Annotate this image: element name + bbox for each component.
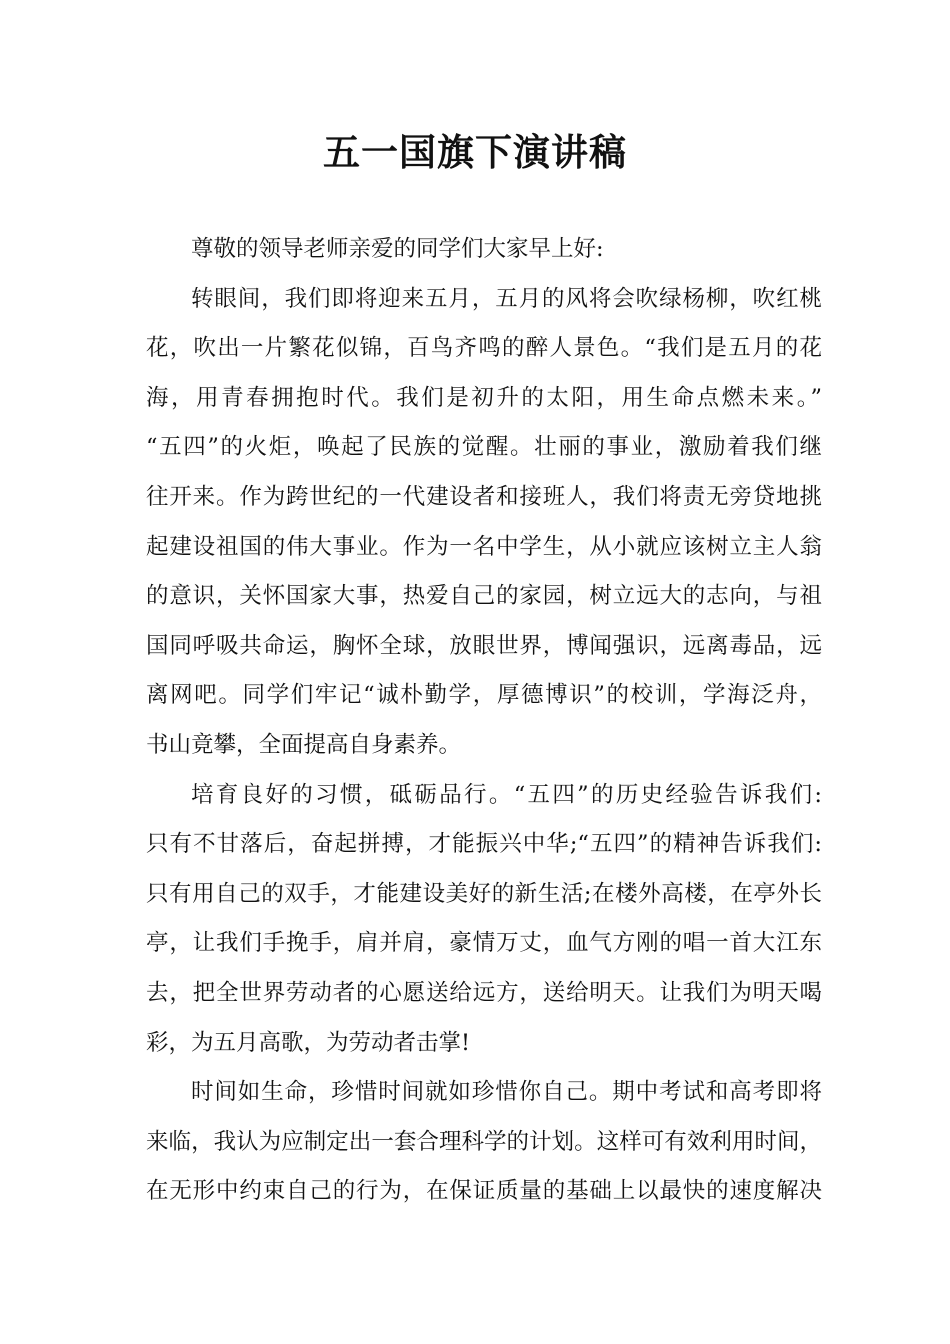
text-line: 离网吧。同学们牢记“诚朴勤学，厚德博识”的校训，学海泛舟， [146, 682, 822, 709]
text-line: 起建设祖国的伟大事业。作为一名中学生，从小就应该树立主人翁 [146, 533, 822, 560]
text-line: 在无形中约束自己的行为，在保证质量的基础上以最快的速度解决 [146, 1178, 822, 1205]
text-line: 花，吹出一片繁花似锦，百鸟齐鸣的醉人景色。“我们是五月的花 [146, 335, 822, 362]
text-line: 去，把全世界劳动者的心愿送给远方，送给明天。让我们为明天喝 [146, 979, 822, 1006]
text-line: 海，用青春拥抱时代。我们是初升的太阳，用生命点燃未来。” [146, 384, 822, 411]
text-line: 亭，让我们手挽手，肩并肩，豪情万丈，血气方刚的唱一首大江东 [146, 930, 822, 957]
text-line: 彩，为五月高歌，为劳动者击掌! [146, 1029, 471, 1056]
text-line: 的意识，关怀国家大事，热爱自己的家园，树立远大的志向，与祖 [146, 583, 822, 610]
text-line: 往开来。作为跨世纪的一代建设者和接班人，我们将责无旁贷地挑 [146, 483, 822, 510]
text-line: 时间如生命，珍惜时间就如珍惜你自己。期中考试和高考即将 [191, 1079, 822, 1106]
text-line: 培育良好的习惯，砥砺品行。“五四”的历史经验告诉我们: [191, 781, 822, 808]
document-title: 五一国旗下演讲稿 [323, 131, 627, 174]
document-body [146, 225, 822, 1217]
text-line: 转眼间，我们即将迎来五月，五月的风将会吹绿杨柳，吹红桃 [191, 285, 822, 312]
text-line: 只有用自己的双手，才能建设美好的新生活;在楼外高楼，在亭外长 [146, 880, 822, 907]
text-line: 来临，我认为应制定出一套合理科学的计划。这样可有效利用时间， [146, 1128, 822, 1155]
text-line: 尊敬的领导老师亲爱的同学们大家早上好: [191, 236, 604, 262]
text-line: 只有不甘落后，奋起拼搏，才能振兴中华;“五四”的精神告诉我们: [146, 831, 822, 858]
text-line: “五四”的火炬，唤起了民族的觉醒。壮丽的事业，激励着我们继 [146, 434, 822, 461]
text-line: 国同呼吸共命运，胸怀全球，放眼世界，博闻强识，远离毒品，远 [146, 632, 822, 659]
text-line: 书山竟攀，全面提高自身素养。 [146, 731, 462, 758]
